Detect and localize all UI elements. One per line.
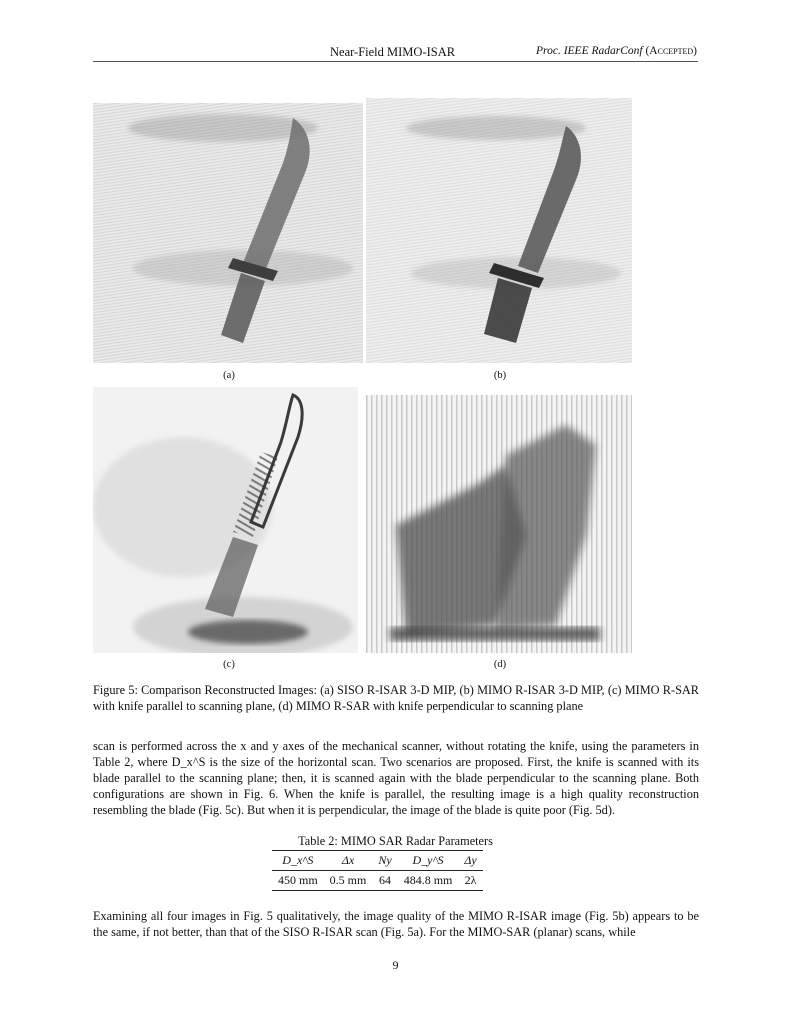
table-cell: 484.8 mm xyxy=(398,871,459,891)
table-header-cell: D_x^S xyxy=(272,851,324,871)
subfigure-label-c: (c) xyxy=(223,659,235,670)
table-header-cell: D_y^S xyxy=(398,851,459,871)
running-header-title: Near-Field MIMO-ISAR xyxy=(330,45,456,59)
figure-5d-image xyxy=(366,395,632,653)
venue-name: Proc. IEEE RadarConf xyxy=(536,45,643,57)
table-cell: 450 mm xyxy=(272,871,324,891)
table-cell: 0.5 mm xyxy=(324,871,373,891)
table-title: Table 2: MIMO SAR Radar Parameters xyxy=(298,834,493,848)
figure-5a-image xyxy=(93,103,363,363)
subfigure-label-d: (d) xyxy=(493,659,507,670)
header-rule xyxy=(93,61,698,62)
body-paragraph-2: Examining all four images in Fig. 5 qualitatively, the image quality of the MIMO R-ISAR image (Fig. 5b) appears to be the same, if not better, than that of the SISO R-ISAR scan (Fig. 5a). For the MIMO-SAR (planar) scans, while xyxy=(93,909,699,939)
figure-5b-image xyxy=(366,98,632,363)
table-cell: 2λ xyxy=(458,871,482,891)
table-cell: 64 xyxy=(372,871,397,891)
running-header-venue xyxy=(536,45,697,57)
subfigure-label-a: (a) xyxy=(223,370,235,381)
table-header-row xyxy=(272,851,483,871)
subfigure-label-b: (b) xyxy=(493,370,507,381)
page-number: 9 xyxy=(392,958,399,972)
parameters-table xyxy=(272,850,483,891)
figure-caption: Figure 5: Comparison Reconstructed Images: (a) SISO R-ISAR 3-D MIP, (b) MIMO R-ISAR 3-D MIP, (c) MIMO R-SAR with knife parallel to scanning plane, (d) MIMO R-SAR with knife perpendicular to scanning plane xyxy=(93,683,699,713)
table-row xyxy=(272,871,483,891)
table-header-cell: Δy xyxy=(458,851,482,871)
body-paragraph-1: scan is performed across the x and y axes of the mechanical scanner, without rotating the knife, using the parameters in Table 2, where D_x^S is the size of the horizontal scan. Two scenarios are proposed. First, the knife is scanned with its blade parallel to the scanning plane; then, it is scanned again with the blade perpendicular to the scanning plane. Both configurations are shown in Fig. 6. When the knife is parallel, the resulting image is a high quality reconstruction resembling the blade (Fig. 5c). But when it is perpendicular, the image of the blade is quite poor (Fig. 5d). xyxy=(93,739,699,817)
table-header-cell: Ny xyxy=(372,851,397,871)
table-header-cell: Δx xyxy=(324,851,373,871)
figure-5c-image xyxy=(93,387,358,653)
venue-status: (Accepted) xyxy=(645,45,697,57)
